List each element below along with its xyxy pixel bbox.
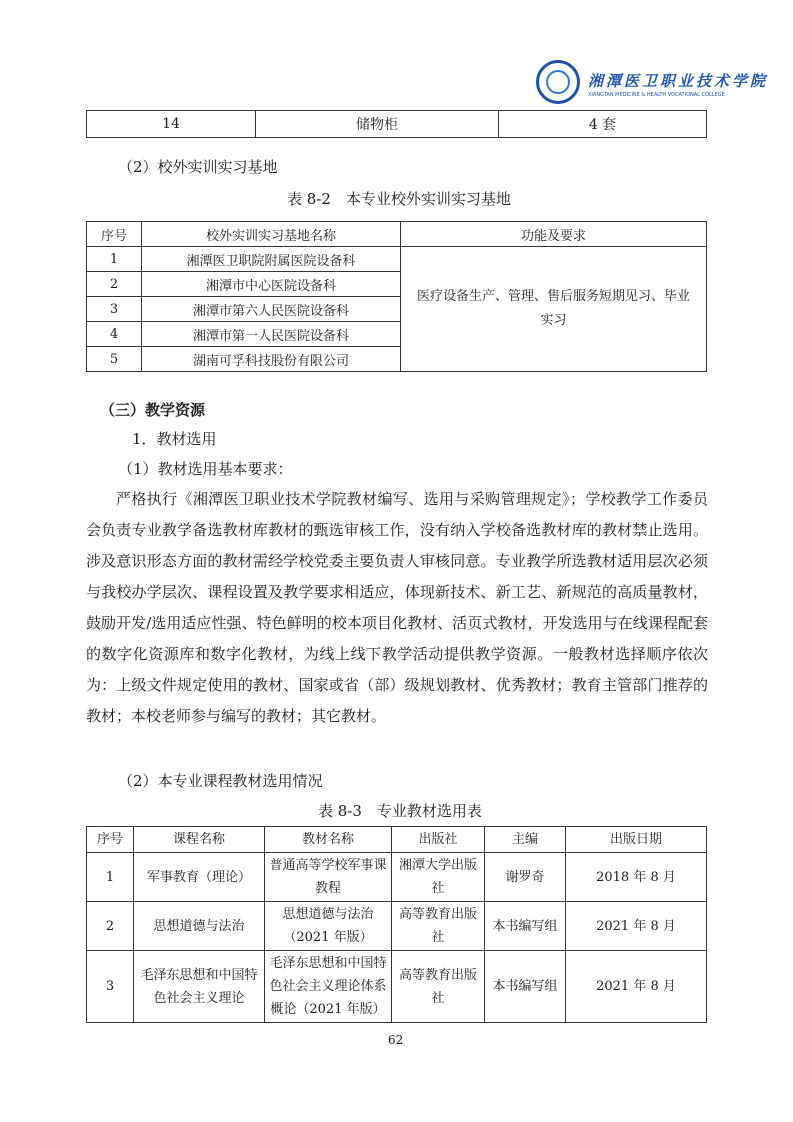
table-cell: 本书编写组: [485, 951, 566, 1023]
table-cell: 2018 年 8 月: [566, 853, 707, 902]
table-cell: 2: [87, 272, 142, 297]
column-header: 序号: [87, 222, 142, 247]
column-header: 校外实训实习基地名称: [142, 222, 401, 247]
textbook-usage-heading: （2）本专业课程教材选用情况: [118, 772, 323, 790]
equipment-table-continued: [86, 110, 707, 138]
column-header: 序号: [87, 827, 134, 853]
table-cell: 5: [87, 347, 142, 372]
table-row: [87, 247, 707, 272]
table-cell: 4: [87, 322, 142, 347]
table-cell: 储物柜: [256, 111, 499, 138]
textbook-selection-table: [86, 826, 707, 1023]
table-cell: 1: [87, 247, 142, 272]
column-header: 功能及要求: [401, 222, 707, 247]
requirements-heading: （1）教材选用基本要求：: [118, 460, 293, 478]
table-row: [87, 951, 707, 1023]
column-header: 出版日期: [566, 827, 707, 853]
table-cell: 毛泽东思想和中国特色社会主义理论体系概论（2021 年版）: [265, 951, 392, 1023]
column-header: 课程名称: [134, 827, 265, 853]
school-logo: [536, 56, 769, 110]
table-cell: 军事教育（理论）: [134, 853, 265, 902]
table-cell: 湘潭市中心医院设备科: [142, 272, 401, 297]
table-cell: 湘潭大学出版社: [392, 853, 485, 902]
table-cell: 3: [87, 951, 134, 1023]
table-8-2-caption: 表 8-2 本专业校外实训实习基地: [287, 190, 511, 208]
function-requirement-cell: 医疗设备生产、管理、售后服务短期见习、毕业实习: [401, 247, 707, 372]
school-name: 湘潭医卫职业技术学院: [588, 72, 769, 90]
table-cell: 思想道德与法治: [134, 902, 265, 951]
table-row: [87, 853, 707, 902]
column-header: 教材名称: [265, 827, 392, 853]
table-8-3-caption: 表 8-3 专业教材选用表: [318, 802, 482, 820]
table-cell: 3: [87, 297, 142, 322]
table-row: [87, 111, 707, 138]
table-cell: 2: [87, 902, 134, 951]
section-title: （三）教学资源: [100, 401, 206, 419]
table-cell: 高等教育出版社: [392, 951, 485, 1023]
table-cell: 高等教育出版社: [392, 902, 485, 951]
table-cell: 湘潭市第六人民医院设备科: [142, 297, 401, 322]
table-cell: 4 套: [499, 111, 707, 138]
table-header-row: [87, 827, 707, 853]
page-number: 62: [388, 1033, 404, 1047]
school-name-english: XIANGTAN MEDICINE & HEALTH VOCATIONAL COLLEGE: [588, 92, 725, 98]
table-cell: 谢罗奇: [485, 853, 566, 902]
table-cell: 湘潭医卫职院附属医院设备科: [142, 247, 401, 272]
table-cell: 本书编写组: [485, 902, 566, 951]
table-cell: 2021 年 8 月: [566, 951, 707, 1023]
table-cell: 14: [87, 111, 256, 138]
table-row: [87, 902, 707, 951]
table-cell: 普通高等学校军事课教程: [265, 853, 392, 902]
column-header: 主编: [485, 827, 566, 853]
requirements-paragraph: 严格执行《湘潭医卫职业技术学院教材编写、选用与采购管理规定》；学校教学工作委员会负责专业教学备选教材库教材的甄选审核工作，没有纳入学校备选教材库的教材禁止选用。涉及意识形态方面的教材需经学校党委主要负责人审核同意。专业教学所选教材适用层次必须与我校办学层次、课程设置及教学要求相适应，体现新技术、新工艺、新规范的高质量教材，鼓励开发/选用适应性强、特色鲜明的校本项目化教材、活页式教材，开发选用与在线课程配套的数字化资源库和数字化教材，为线上线下教学活动提供教学资源。一般教材选择顺序依次为：上级文件规定使用的教材、国家或省（部）级规划教材、优秀教材；教育主管部门推荐的教材；本校老师参与编写的教材；其它教材。: [86, 490, 708, 725]
table-cell: 思想道德与法治（2021 年版）: [265, 902, 392, 951]
table-cell: 湖南可孚科技股份有限公司: [142, 347, 401, 372]
offcampus-heading: （2）校外实训实习基地: [118, 158, 278, 176]
column-header: 出版社: [392, 827, 485, 853]
school-emblem-icon: [536, 60, 580, 104]
table-cell: 1: [87, 853, 134, 902]
table-cell: 湘潭市第一人民医院设备科: [142, 322, 401, 347]
offcampus-base-table: [86, 221, 707, 372]
table-cell: 2021 年 8 月: [566, 902, 707, 951]
subsection-title: 1．教材选用: [132, 430, 217, 448]
table-header-row: [87, 222, 707, 247]
table-cell: 毛泽东思想和中国特色社会主义理论: [134, 951, 265, 1023]
